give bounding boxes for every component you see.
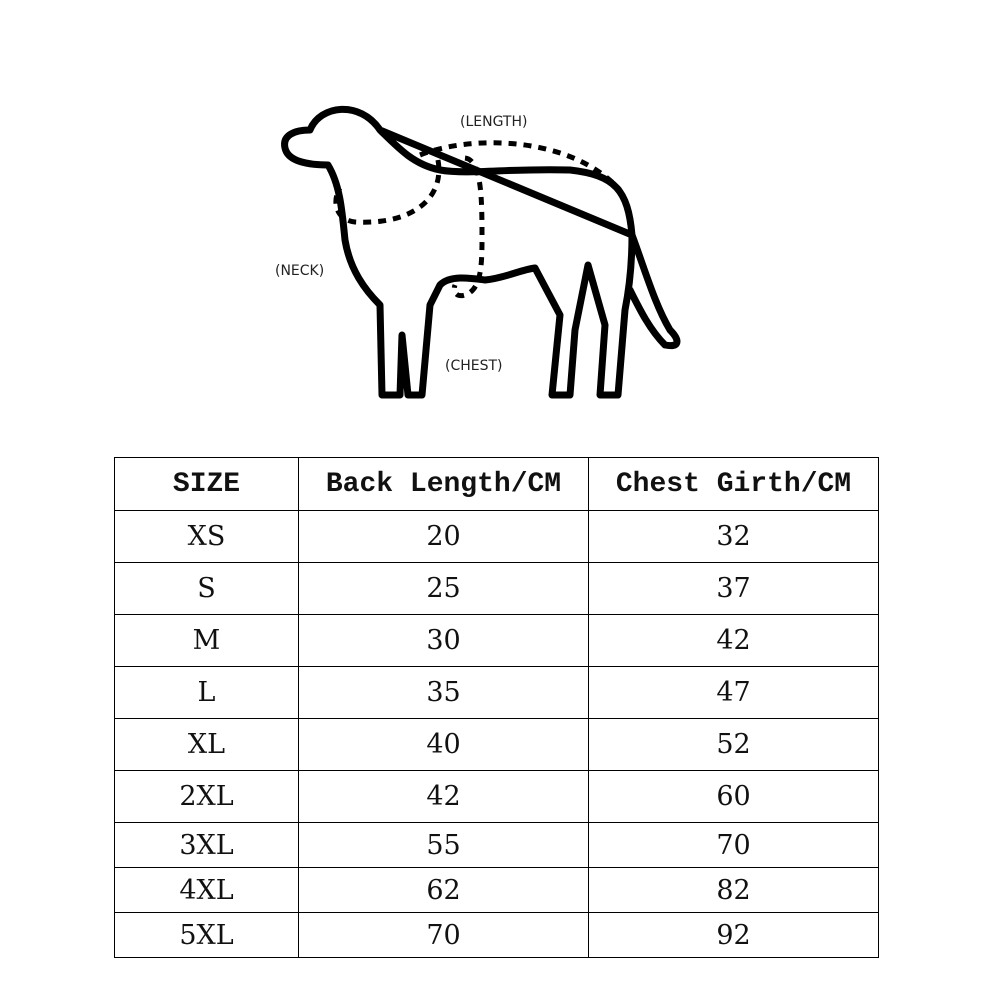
back-length-cell: 30 bbox=[299, 615, 589, 667]
chest-girth-cell: 32 bbox=[589, 511, 879, 563]
header-back-length: Back Length/CM bbox=[299, 458, 589, 511]
chest-girth-cell: 60 bbox=[589, 771, 879, 823]
size-cell: 2XL bbox=[115, 771, 299, 823]
table-row bbox=[115, 563, 879, 615]
table-row bbox=[115, 913, 879, 958]
table-row bbox=[115, 615, 879, 667]
neck-label: (NECK) bbox=[275, 263, 325, 279]
dog-outline-illustration bbox=[270, 90, 690, 410]
back-length-cell: 40 bbox=[299, 719, 589, 771]
back-length-cell: 35 bbox=[299, 667, 589, 719]
size-cell: L bbox=[115, 667, 299, 719]
length-measure-line bbox=[420, 143, 620, 190]
size-cell: M bbox=[115, 615, 299, 667]
chest-girth-cell: 37 bbox=[589, 563, 879, 615]
table-row bbox=[115, 511, 879, 563]
table-row bbox=[115, 868, 879, 913]
chest-girth-cell: 52 bbox=[589, 719, 879, 771]
header-size: SIZE bbox=[115, 458, 299, 511]
chest-girth-cell: 42 bbox=[589, 615, 879, 667]
back-length-cell: 55 bbox=[299, 823, 589, 868]
dog-measurement-diagram bbox=[270, 90, 690, 410]
table-row bbox=[115, 719, 879, 771]
back-length-cell: 20 bbox=[299, 511, 589, 563]
chest-girth-cell: 92 bbox=[589, 913, 879, 958]
back-length-cell: 62 bbox=[299, 868, 589, 913]
size-cell: XL bbox=[115, 719, 299, 771]
back-length-cell: 42 bbox=[299, 771, 589, 823]
header-chest-girth: Chest Girth/CM bbox=[589, 458, 879, 511]
size-chart-table bbox=[114, 457, 879, 958]
dog-outline bbox=[285, 109, 677, 395]
size-cell: S bbox=[115, 563, 299, 615]
chest-label: (CHEST) bbox=[445, 358, 503, 374]
chest-girth-cell: 70 bbox=[589, 823, 879, 868]
back-length-cell: 25 bbox=[299, 563, 589, 615]
table-row bbox=[115, 823, 879, 868]
table-row bbox=[115, 667, 879, 719]
neck-measure-line bbox=[336, 160, 439, 222]
size-cell: 3XL bbox=[115, 823, 299, 868]
size-cell: 4XL bbox=[115, 868, 299, 913]
chest-girth-cell: 47 bbox=[589, 667, 879, 719]
back-length-cell: 70 bbox=[299, 913, 589, 958]
header-row bbox=[115, 458, 879, 511]
table-row bbox=[115, 771, 879, 823]
size-cell: XS bbox=[115, 511, 299, 563]
chest-girth-cell: 82 bbox=[589, 868, 879, 913]
length-label: (LENGTH) bbox=[460, 114, 528, 130]
size-cell: 5XL bbox=[115, 913, 299, 958]
